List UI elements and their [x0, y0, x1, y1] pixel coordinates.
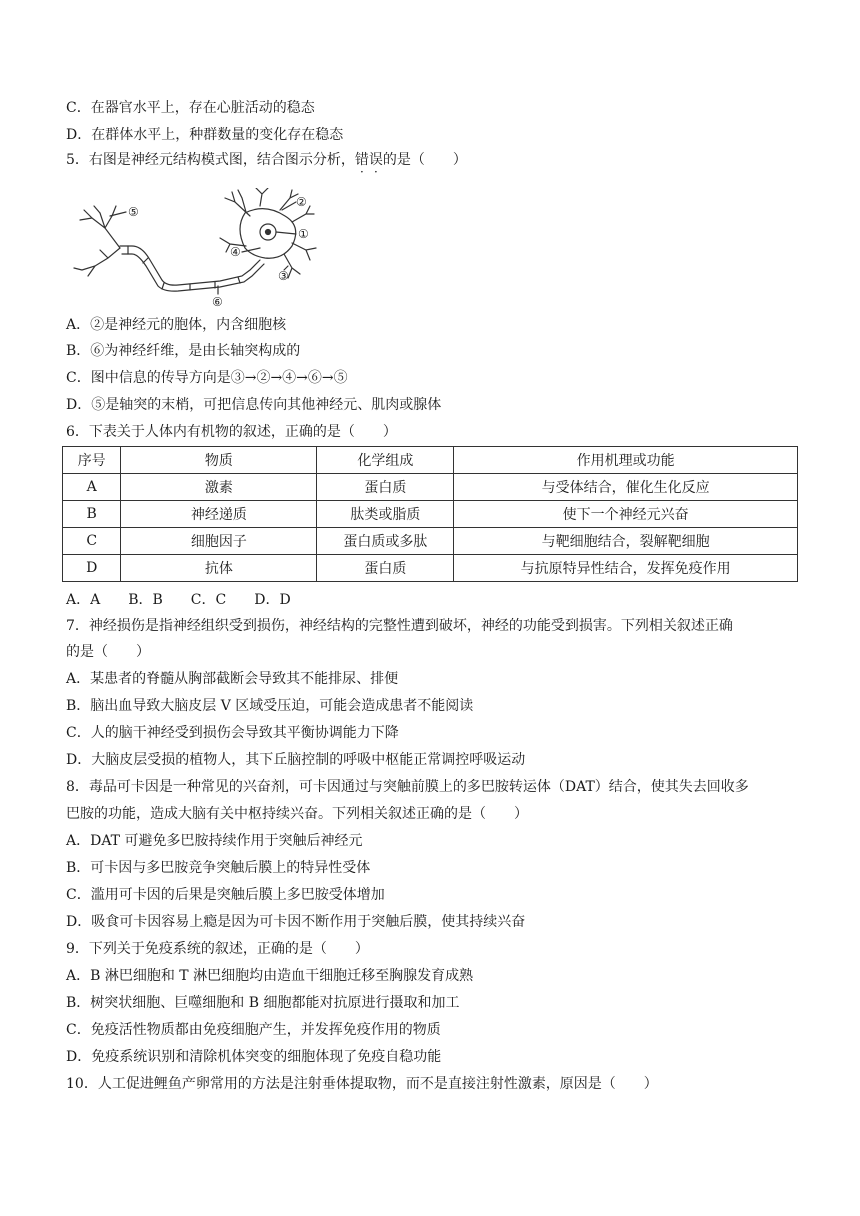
cell-function: 使下一个神经元兴奋 [454, 501, 798, 528]
q5-stem-emphasis-1: 错 [354, 152, 369, 168]
table-header-row [63, 447, 798, 474]
label-4: ④ [230, 245, 241, 259]
q7-option-b: B．脑出血导致大脑皮层 V 区域受压迫，可能会造成患者不能阅读 [66, 698, 474, 714]
q8-option-c: C．滥用可卡因的后果是突触后膜上多巴胺受体增加 [66, 887, 385, 903]
q8-option-b: B．可卡因与多巴胺竞争突触后膜上的特异性受体 [66, 860, 371, 876]
q5-option-b: B．⑥为神经纤维，是由长轴突构成的 [66, 343, 301, 359]
cell-composition: 肽类或脂质 [317, 501, 454, 528]
cell-index: C [63, 528, 121, 555]
q9-option-c: C．免疫活性物质都由免疫细胞产生，并发挥免疫作用的物质 [66, 1022, 441, 1038]
cell-substance: 神经递质 [121, 501, 317, 528]
q5-option-a: A．②是神经元的胞体，内含细胞核 [66, 317, 287, 333]
q5-stem-suffix: 的是（ ） [382, 152, 467, 168]
q5-stem-emphasis-2: 误 [368, 152, 383, 168]
header-substance: 物质 [121, 447, 317, 474]
q8-option-d: D．吸食可卡因容易上瘾是因为可卡因不断作用于突触后膜，使其持续兴奋 [66, 914, 526, 930]
q9-stem: 9．下列关于免疫系统的叙述，正确的是（ ） [66, 941, 369, 957]
q8-stem-line-2: 巴胺的功能，造成大脑有关中枢持续兴奋。下列相关叙述正确的是（ ） [66, 806, 528, 822]
q6-stem: 6．下表关于人体内有机物的叙述，正确的是（ ） [66, 424, 397, 440]
cell-index: D [63, 555, 121, 582]
cell-composition: 蛋白质或多肽 [317, 528, 454, 555]
cell-index: A [63, 474, 121, 501]
label-1: ① [298, 227, 309, 241]
q5-stem [66, 151, 467, 169]
q10-stem: 10．人工促进鲤鱼产卵常用的方法是注射垂体提取物，而不是直接注射性激素，原因是（ ） [66, 1076, 658, 1092]
q7-option-d: D．大脑皮层受损的植物人，其下丘脑控制的呼吸中枢能正常调控呼吸运动 [66, 752, 526, 768]
cell-substance: 激素 [121, 474, 317, 501]
cell-function: 与受体结合，催化生化反应 [454, 474, 798, 501]
q5-option-d: D．⑤是轴突的末梢，可把信息传向其他神经元、肌肉或腺体 [66, 397, 442, 413]
table-row [63, 555, 798, 582]
q8-option-a: A．DAT 可避免多巴胺持续作用于突触后神经元 [66, 833, 363, 849]
header-index: 序号 [63, 447, 121, 474]
header-function: 作用机理或功能 [454, 447, 798, 474]
cell-function: 与抗原特异性结合，发挥免疫作用 [454, 555, 798, 582]
table-row [63, 528, 798, 555]
neuron-diagram [70, 188, 320, 308]
table-row [63, 501, 798, 528]
cell-composition: 蛋白质 [317, 474, 454, 501]
q9-option-a: A．B 淋巴细胞和 T 淋巴细胞均由造血干细胞迁移至胸腺发育成熟 [66, 968, 474, 984]
cell-substance: 细胞因子 [121, 528, 317, 555]
label-3: ③ [278, 269, 289, 283]
q6-table [62, 446, 798, 582]
q4-option-d: D．在群体水平上，种群数量的变化存在稳态 [66, 127, 344, 143]
header-composition: 化学组成 [317, 447, 454, 474]
cell-substance: 抗体 [121, 555, 317, 582]
q7-stem-line-2: 的是（ ） [66, 644, 150, 660]
label-2: ② [296, 195, 307, 209]
q4-option-c: C．在器官水平上，存在心脏活动的稳态 [66, 100, 315, 116]
q5-option-c: C．图中信息的传导方向是③→②→④→⑥→⑤ [66, 370, 348, 386]
table-row [63, 474, 798, 501]
label-5: ⑤ [128, 205, 139, 219]
q9-option-d: D．免疫系统识别和清除机体突变的细胞体现了免疫自稳功能 [66, 1049, 442, 1065]
q8-stem-line-1: 8．毒品可卡因是一种常见的兴奋剂，可卡因通过与突触前膜上的多巴胺转运体（DAT）结合，使其失去回收多 [66, 779, 749, 795]
q7-option-c: C．人的脑干神经受到损伤会导致其平衡协调能力下降 [66, 725, 399, 741]
q7-option-a: A．某患者的脊髓从胸部截断会导致其不能排尿、排便 [66, 671, 399, 687]
cell-index: B [63, 501, 121, 528]
cell-composition: 蛋白质 [317, 555, 454, 582]
q9-option-b: B．树突状细胞、巨噬细胞和 B 细胞都能对抗原进行摄取和加工 [66, 995, 460, 1011]
q7-stem-line-1: 7．神经损伤是指神经组织受到损伤，神经结构的完整性遭到破坏，神经的功能受到损害。下列相关叙述正确 [66, 618, 733, 634]
label-6: ⑥ [212, 295, 223, 308]
q5-stem-prefix: 5．右图是神经元结构模式图，结合图示分析， [66, 152, 355, 168]
q6-options: A．A B．B C．C D．D [66, 592, 291, 608]
cell-function: 与靶细胞结合，裂解靶细胞 [454, 528, 798, 555]
